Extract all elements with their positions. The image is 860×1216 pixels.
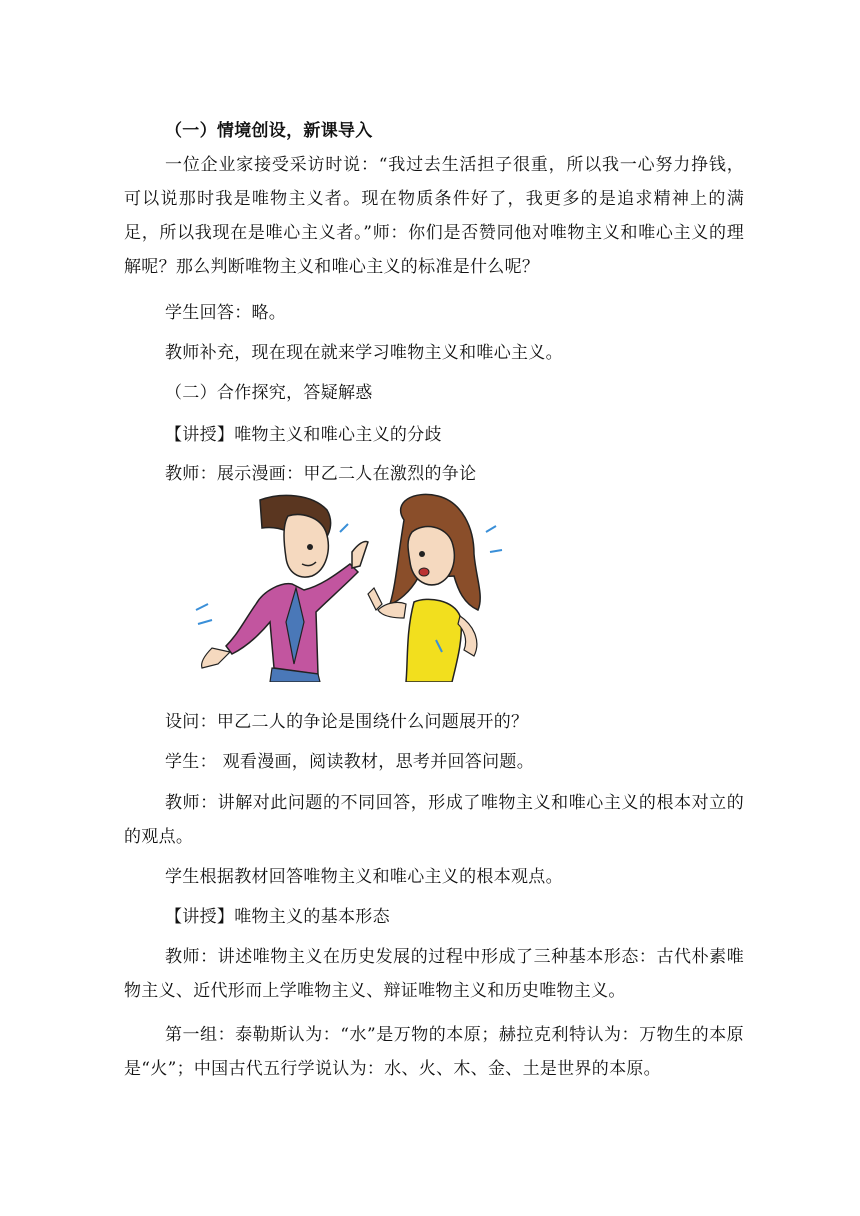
student-answer: 学生回答：略。 (165, 303, 287, 323)
student-textbook: 学生根据教材回答唯物主义和唯心主义的根本观点。 (165, 867, 563, 887)
man-figure (196, 495, 368, 682)
group1-paragraph: 第一组：泰勒斯认为：“水”是万物的本原；赫拉克利特认为：万物生的本原是“火”；中国古代五行学说认为：水、火、木、金、土是世界的本原。 (124, 1025, 744, 1079)
lecture-heading-1: 【讲授】唯物主义和唯心主义的分歧 (165, 425, 442, 445)
lecture-heading-2: 【讲授】唯物主义的基本形态 (165, 907, 390, 927)
student-task: 学生： 观看漫画，阅读教材，思考并回答问题。 (165, 752, 535, 772)
teacher-explain: 教师：讲解对此问题的不同回答，形成了唯物主义和唯心主义的根本对立的的观点。 (124, 793, 744, 847)
teacher-supplement: 教师补充，现在现在就来学习唯物主义和唯心主义。 (165, 343, 563, 363)
woman-figure (368, 494, 502, 682)
cartoon-arguing-couple-image (192, 492, 504, 682)
section1-heading: （一）情境创设，新课导入 (165, 121, 373, 141)
question: 设问：甲乙二人的争论是围绕什么问题展开的？ (165, 712, 529, 732)
teacher-show-cartoon: 教师：展示漫画：甲乙二人在激烈的争论 (165, 464, 477, 484)
paragraph-entrepreneur: 一位企业家接受采访时说：“我过去生活担子很重，所以我一心努力挣钱，可以说那时我是唯物主义者。现在物质条件好了，我更多的是追求精神上的满足，所以我现在是唯心主义者。”师：你们是否赞同他对唯物主义和唯心主义的理解呢？那么判断唯物主义和唯心主义的标准是什么呢？ (124, 155, 744, 277)
teacher-forms: 教师：讲述唯物主义在历史发展的过程中形成了三种基本形态：古代朴素唯物主义、近代形而上学唯物主义、辩证唯物主义和历史唯物主义。 (124, 947, 744, 1001)
section2-heading: （二）合作探究，答疑解惑 (165, 383, 373, 403)
